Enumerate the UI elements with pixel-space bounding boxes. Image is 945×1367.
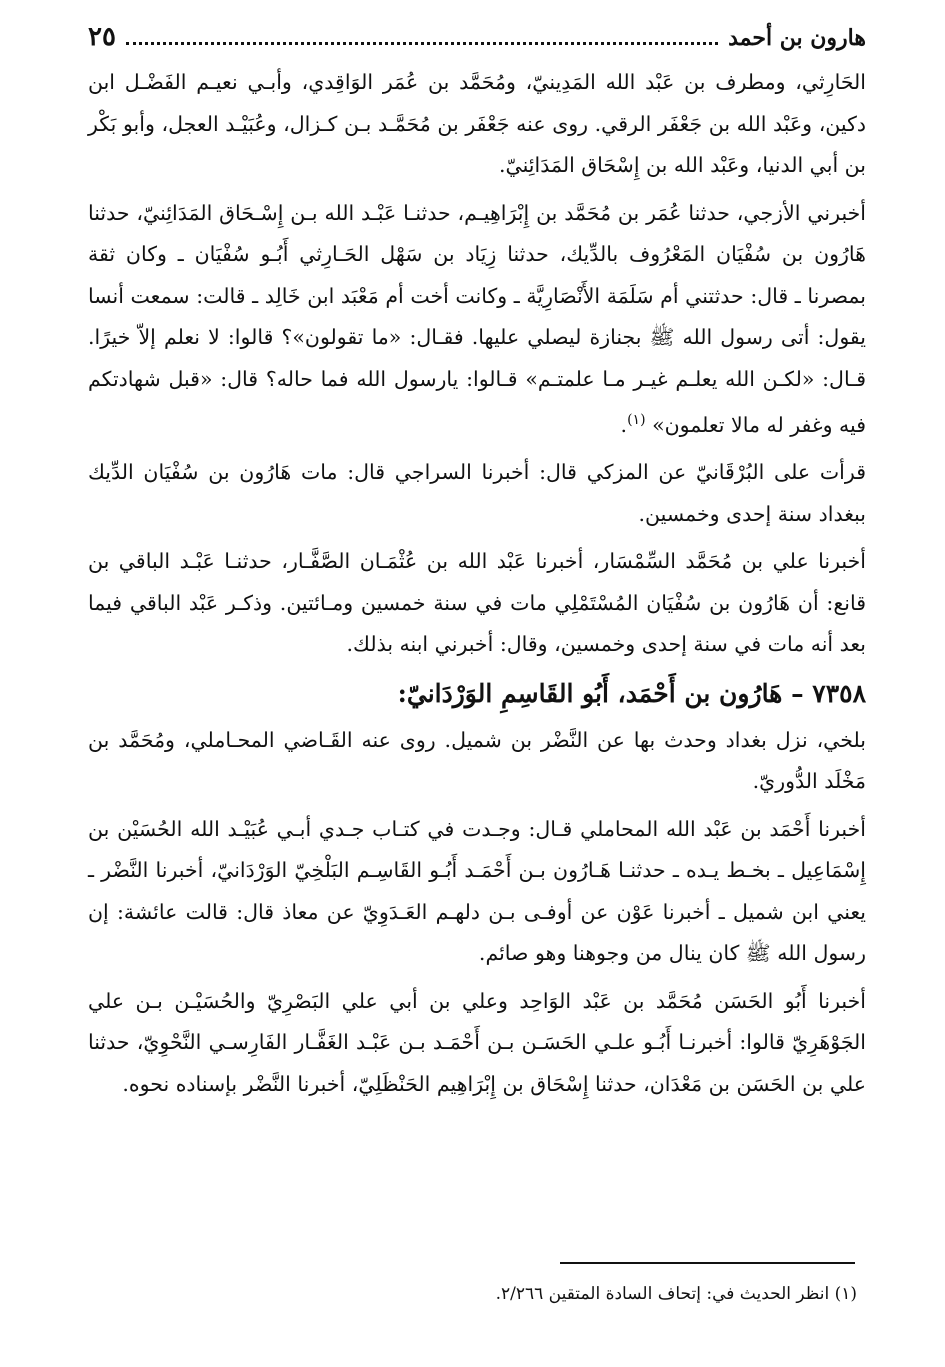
entry-paragraph-3: أخبرنا أَبُو الحَسَن مُحَمَّد بن عَبْد الوَاحِد وعلي بن أبي علي البَصْرِيّ والحُسَيْـن بـن علي الجَوْهَرِيّ قالوا: أخبرنـا أَبُـو علـي الحَسَـن بـن أَحْمَـد بـن عَبْـد الغَفَّـار الفَارِسـي النَّحْوِيّ، حدثنا علي بن الحَسَن بن مَعْدَان، حدثنا إِسْحَاق بن إِبْرَاهِيم الحَنْظَلِيّ، أخبرنا النَّضْر بإسناده نحوه. [88,988,866,1096]
paragraph-2: أخبرني الأزجي، حدثنا عُمَر بن مُحَمَّد بن إِبْرَاهِيـم، حدثنـا عَبْـد الله بـن إِسْـحَاق المَدَائِنيّ، حدثنا هَارُون بن سُفْيَان المَعْرُوف بالدِّيك، حدثنا زِيَاد بن سَهْل الحَـارِثي أَبُـو سُفْيَان ـ وكان ثقة بمصرنا ـ قال: حدثتني أم سَلَمَة الأَنْصَارِيَّة ـ وكانت أخت أم مَعْبَد ابن خَالِد ـ قالت: سمعت أنسا يقول: أتى رسول الله ﷺ بجنازة ليصلي عليها. فقـال: «ما تقولون»؟ قالوا: لا نعلم إلاّ خيرًا. قـال: «لكـن الله يعلـم غيـر مـا علمتـم» قـالوا: يارسول الله فما حاله؟ قال: «قبل شهادتكم فيه وغفر له مالا تعلمون» $^{(١)}$. [88,200,866,437]
book-page [88,22,866,1105]
header-leader-dots [126,42,718,45]
entry-paragraph-1: بلخي، نزل بغداد وحدث بها عن النَّضْر بن شميل. روى عنه القَـاضي المحـاملي، ومُحَمَّد بن مَخْلَد الدُّوريّ. [88,727,866,794]
footnote-divider [560,1262,855,1264]
page-number: ٢٥ [88,22,116,52]
paragraph-3: قرأت على البُرْقَانيّ عن المزكي قال: أخبرنا السراجي قال: مات هَارُون بن سُفْيَان الدِّيك ببغداد سنة إحدى وخمسين. [88,460,866,526]
entry-heading: ٧٣٥٨ – هَارُون بن أَحْمَد، أَبُو القَاسِمِ الوَرْدَانيّ: [397,678,866,708]
running-title: هارون بن أحمد [728,25,866,51]
footnote [79,1280,857,1308]
footnote-text: (١) انظر الحديث في: إتحاف السادة المتقين ٢/٢٦٦. [495,1284,857,1304]
paragraph-4: أخبرنا علي بن مُحَمَّد السِّمْسَار، أخبرنا عَبْد الله بن عُثْمَـان الصَّفَّـار، حدثنـا عَبْـد الباقي بن قانع: أن هَارُون بن سُفْيَان المُسْتَمْلِي مات في سنة خمسين ومـائتين. وذكـر عَبْد الباقي فيما بعد أنه مات في سنة إحدى وخمسين، وقال: أخبرني ابنه بذلك. [88,549,866,657]
paragraph-1: الحَارِثي، ومطرف بن عَبْد الله المَدِينيّ، ومُحَمَّد بن عُمَر الوَاقِدي، وأبـي نعيـم الفَضْـل ابن دكين، وعَبْد الله بن جَعْفَر الرقي. روى عنه جَعْفَر بن مُحَمَّـد بـن كـزال، وعُبَيْـد العجل، وأبو بَكْر بن أبي الدنيا، وعَبْد الله بن إِسْحَاق المَدَائِنيّ. [88,70,866,177]
page-header [88,22,866,62]
entry-paragraph-2: أخبرنا أَحْمَد بن عَبْد الله المحاملي قـال: وجـدت في كتـاب جـدي أبـي عُبَيْـد الله الحُسَيْن بن إِسْمَاعِيل ـ بخـط يـده ـ حدثنـا هَـارُون بـن أَحْمَـد أَبُـو القَاسِـم البَلْخِيّ الوَرْدَانيّ، أخبرنا النَّضْر ـ يعني ابن شميل ـ أخبرنا عَوْن عن أوفـى بـن دلهـم العَـدَوِيّ عن معاذ قال: قالت عائشة: إن رسول الله ﷺ كان ينال من وجوهنا وهو صائم. [88,816,866,966]
footnote-marker: (١) [627,412,646,428]
